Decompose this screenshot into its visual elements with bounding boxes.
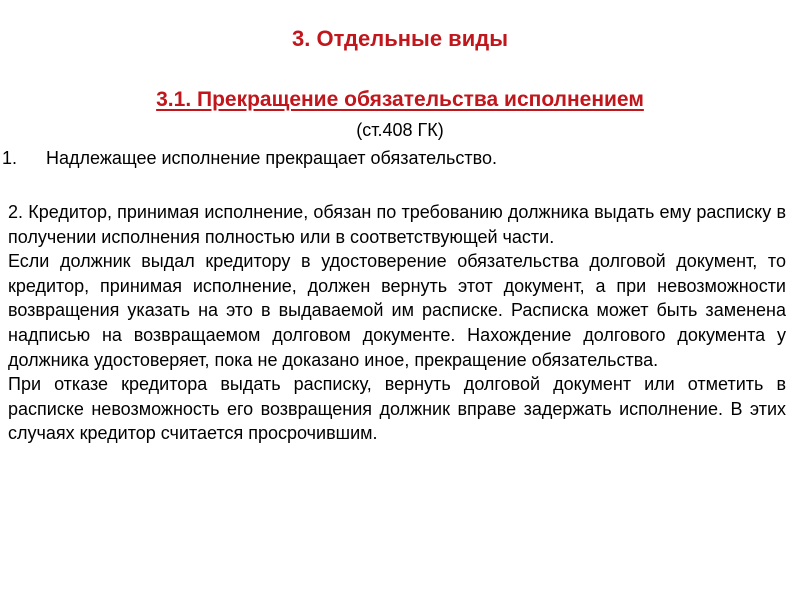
paragraph-3: Если должник выдал кредитору в удостоверение обязательства долговой документ, то кредитор, принимая исполнение, должен вернуть этот документ, а при невозможности возвращения указать на это в выдаваемой им расписке. Расписка может быть заменена надписью на возвращаемом долговом документе. Нахождение долгового документа у должника удостоверяет, пока не доказано иное, прекращение обязательства. [8,251,786,370]
subtitle-text: 3.1. Прекращение обязательства исполнением [156,88,644,111]
list-item-number: 1. [2,148,18,168]
paragraph-4: При отказе кредитора выдать расписку, вернуть долговой документ или отметить в расписке невозможность его возвращения должник вправе задержать исполнение. В этих случаях кредитор считается просрочившим. [8,374,786,444]
list-item-text: Надлежащее исполнение прекращает обязательство. [46,148,498,168]
body-text [8,200,786,446]
slide-subtitle [0,88,800,112]
article-reference: (ст.408 ГК) [356,120,444,140]
paragraph-2: 2. Кредитор, принимая исполнение, обязан по требованию должника выдать ему расписку в получении исполнения полностью или в соответствующей части. [8,202,786,247]
slide-title: 3. Отдельные виды [292,26,508,51]
